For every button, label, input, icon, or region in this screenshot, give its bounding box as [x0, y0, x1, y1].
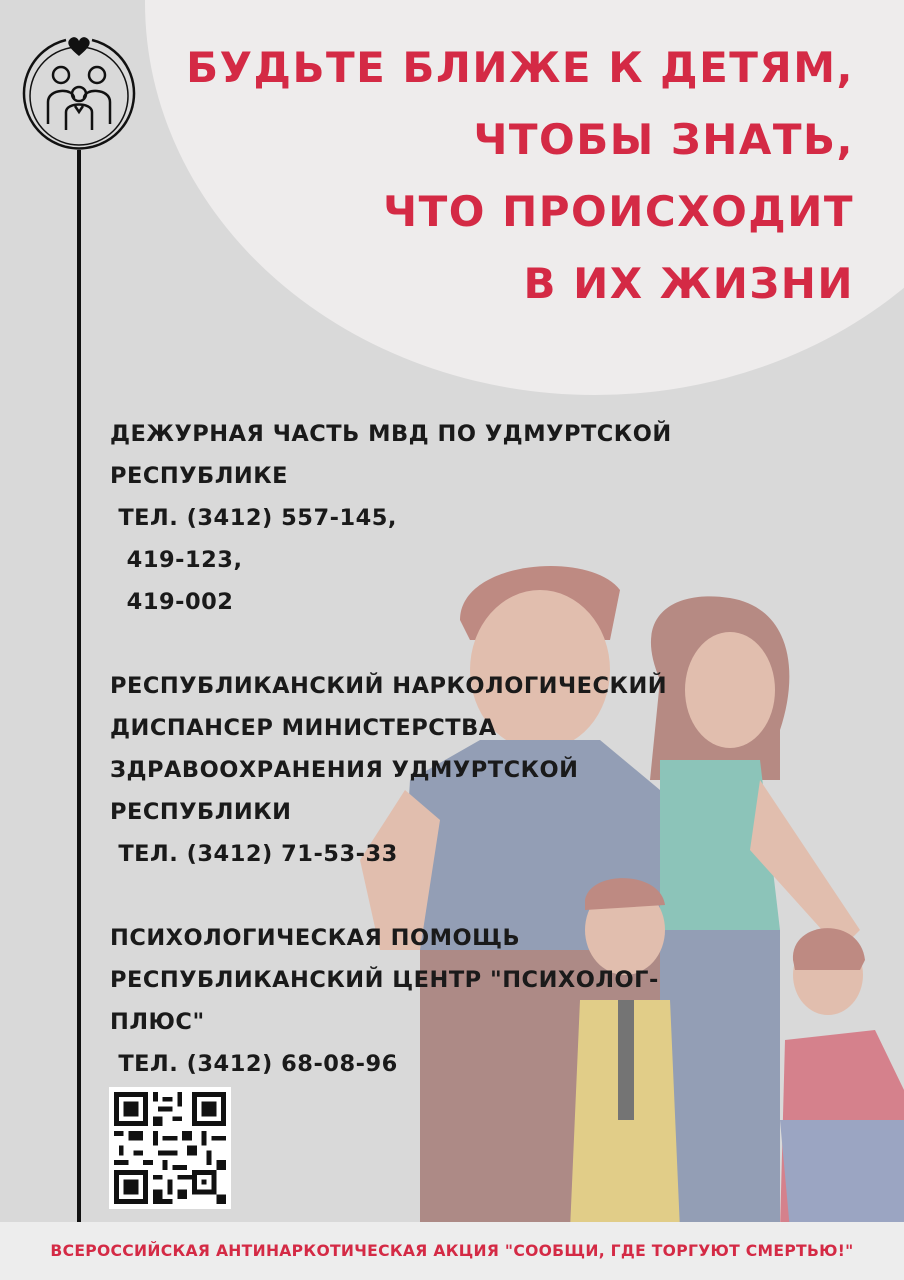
contact-line: ДЕЖУРНАЯ ЧАСТЬ МВД ПО УДМУРТСКОЙ [110, 421, 672, 447]
headline-line: БУДЬТЕ БЛИЖЕ К ДЕТЯМ, [186, 43, 854, 92]
contact-line: РЕСПУБЛИКЕ [110, 463, 288, 489]
contact-phone: 419-002 [110, 589, 234, 615]
contact-phone: ТЕЛ. (3412) 71-53-33 [110, 841, 398, 867]
vertical-line [77, 150, 81, 1222]
contact-line: ПСИХОЛОГИЧЕСКАЯ ПОМОЩЬ [110, 925, 521, 951]
contact-line: РЕСПУБЛИКАНСКИЙ ЦЕНТР "ПСИХОЛОГ- [110, 967, 659, 993]
contact-line: РЕСПУБЛИКИ [110, 799, 292, 825]
family-heart-icon [18, 32, 140, 154]
footer-campaign: ВСЕРОССИЙСКАЯ АНТИНАРКОТИЧЕСКАЯ АКЦИЯ "СООБЩИ, ГДЕ ТОРГУЮТ СМЕРТЬЮ!" [0, 1222, 904, 1280]
contact-phone: 419-123, [110, 547, 243, 573]
contact-phone: ТЕЛ. (3412) 68-08-96 [110, 1051, 398, 1077]
contacts [110, 413, 730, 1127]
contact-line: РЕСПУБЛИКАНСКИЙ НАРКОЛОГИЧЕСКИЙ [110, 673, 668, 699]
qr-code[interactable] [109, 1087, 231, 1209]
headline-line: ЧТОБЫ ЗНАТЬ, [473, 115, 854, 164]
contact-line: ЗДРАВООХРАНЕНИЯ УДМУРТСКОЙ [110, 757, 579, 783]
contact-phone: ТЕЛ. (3412) 557-145, [110, 505, 397, 531]
headline-line: ЧТО ПРОИСХОДИТ [383, 187, 854, 236]
headline-line: В ИХ ЖИЗНИ [523, 259, 854, 308]
contact-block-mvd [110, 413, 730, 623]
contact-block-psychology [110, 917, 730, 1085]
headline [154, 32, 854, 320]
contact-block-narcology [110, 665, 730, 875]
contact-line: ПЛЮС" [110, 1009, 205, 1035]
contact-line: ДИСПАНСЕР МИНИСТЕРСТВА [110, 715, 497, 741]
